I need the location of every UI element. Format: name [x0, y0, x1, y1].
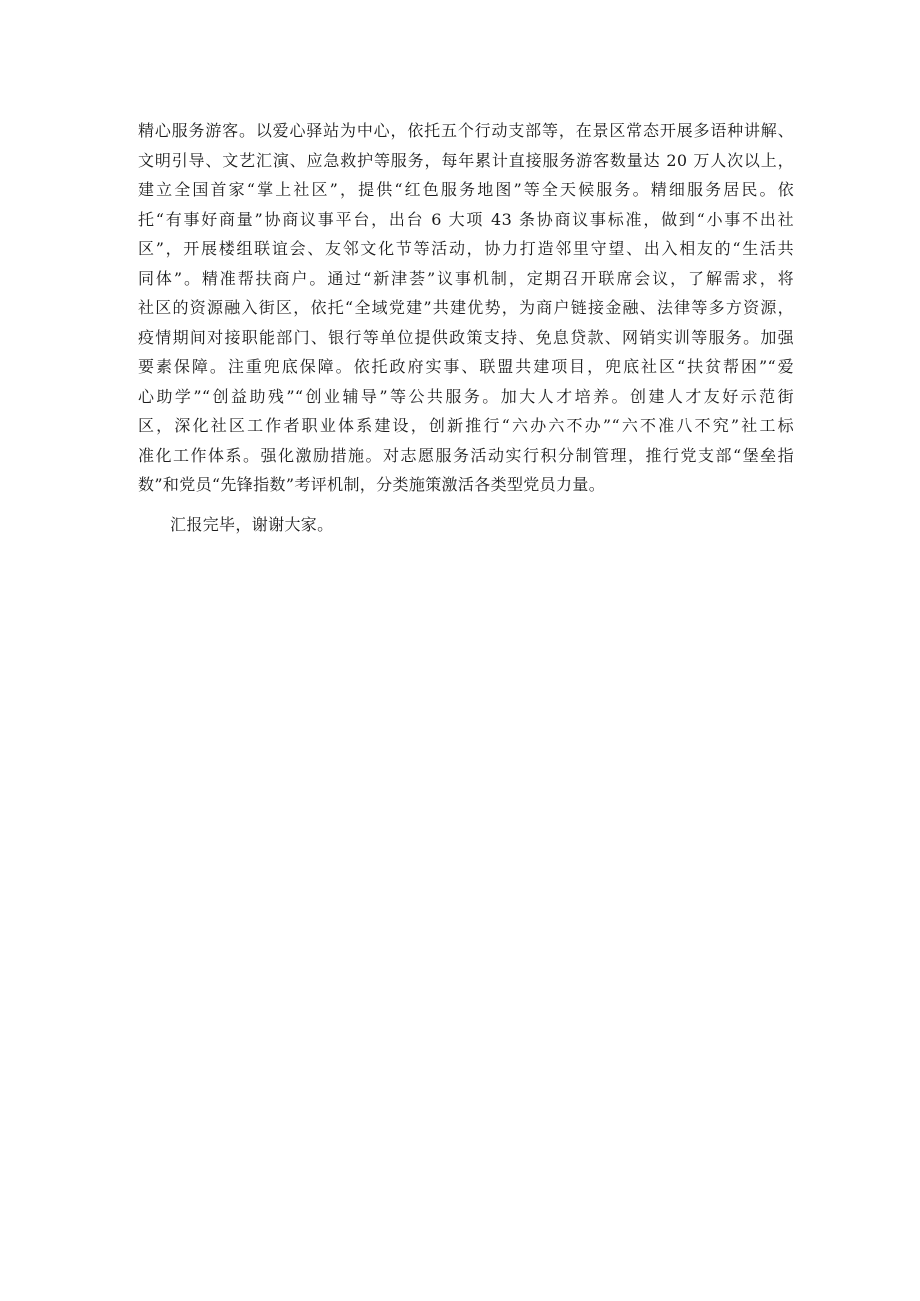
paragraph-line: 托“有事好商量”协商议事平台，出台 6 大项 43 条协商议事标准，做到“小事不出社	[138, 209, 794, 229]
paragraph-line: 社区的资源融入街区，依托“全域党建”共建优势，为商户链接金融、法律等多方资源，	[138, 298, 794, 317]
document-content	[138, 116, 794, 539]
paragraph-line: 心助学”“创益助残”“创业辅导”等公共服务。加大人才培养。创建人才友好示范街	[138, 386, 794, 406]
paragraph-line: 建立全国首家“掌上社区”，提供“红色服务地图”等全天候服务。精细服务居民。依	[138, 180, 794, 199]
paragraph-line: 数”和党员“先锋指数”考评机制，分类施策激活各类型党员力量。	[138, 475, 606, 494]
paragraph-line: 准化工作体系。强化激励措施。对志愿服务活动实行积分制管理，推行党支部“堡垒指	[138, 445, 794, 465]
body-paragraph	[138, 116, 794, 500]
paragraph-line: 精心服务游客。以爱心驿站为中心，依托五个行动支部等，在景区常态开展多语种讲解、	[138, 121, 794, 140]
paragraph-line: 文明引导、文艺汇演、应急救护等服务，每年累计直接服务游客数量达 20 万人次以上，	[138, 150, 794, 170]
paragraph-line: 区”，开展楼组联谊会、友邻文化节等活动，协力打造邻里守望、出入相友的“生活共	[138, 239, 794, 258]
paragraph-line: 要素保障。注重兜底保障。依托政府实事、联盟共建项目，兜底社区“扶贫帮困”“爱	[138, 357, 794, 376]
closing-paragraph: 汇报完毕，谢谢大家。	[170, 514, 334, 534]
paragraph-line: 疫情期间对接职能部门、银行等单位提供政策支持、免息贷款、网销实训等服务。加强	[138, 327, 794, 347]
paragraph-line: 区，深化社区工作者职业体系建设，创新推行“六办六不办”“六不准八不究”社工标	[138, 416, 794, 435]
paragraph-line: 同体”。精准帮扶商户。通过“新津荟”议事机制，定期召开联席会议，了解需求，将	[138, 268, 794, 288]
